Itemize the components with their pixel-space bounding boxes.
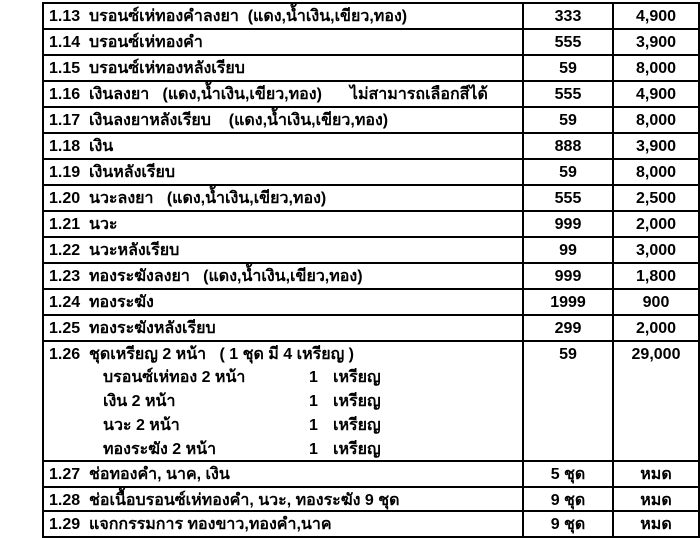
item-description: เงิน: [89, 138, 114, 155]
item-description: นวะหลังเรียบ: [89, 242, 180, 259]
price-cell: หมด: [612, 512, 698, 536]
description-cell: [44, 238, 522, 262]
quantity-cell: 99: [522, 238, 612, 262]
price-cell: 2,000: [612, 212, 698, 236]
table-row: [44, 512, 698, 538]
sub-item-line: [49, 414, 522, 438]
table-row: [44, 30, 698, 56]
item-main-line: [49, 161, 522, 184]
sub-item-name: ทองระฆัง 2 หน้า: [103, 441, 217, 458]
description-cell: [44, 462, 522, 486]
description-cell: [44, 316, 522, 340]
table-row: [44, 160, 698, 186]
description-cell: [44, 342, 522, 460]
item-main-line: [49, 291, 522, 314]
item-main-line: [49, 463, 522, 486]
quantity-cell: 59: [522, 56, 612, 80]
quantity-cell: 5 ชุด: [522, 462, 612, 486]
item-note: ไม่สามารถเลือกสีได้: [349, 86, 488, 103]
price-cell: 3,900: [612, 30, 698, 54]
description-cell: [44, 30, 522, 54]
item-number: 1.20: [49, 190, 81, 207]
item-main-line: [49, 83, 522, 106]
item-number: 1.24: [49, 294, 81, 311]
sub-item-count: 1: [309, 393, 318, 410]
item-description: เงินลงยาหลังเรียบ (แดง,น้ำเงิน,เขียว,ทอง): [89, 112, 389, 129]
item-main-line: [49, 213, 522, 236]
quantity-cell: 888: [522, 134, 612, 158]
item-number: 1.27: [49, 466, 81, 483]
item-description: ทองระฆังหลังเรียบ: [89, 320, 216, 337]
price-cell: หมด: [612, 488, 698, 510]
description-cell: [44, 290, 522, 314]
description-cell: [44, 134, 522, 158]
price-cell: 8,000: [612, 108, 698, 132]
item-description: ทองระฆัง: [89, 294, 154, 311]
description-cell: [44, 160, 522, 184]
item-main-line: [49, 31, 522, 54]
item-description: ทองระฆังลงยา (แดง,น้ำเงิน,เขียว,ทอง): [89, 268, 363, 285]
item-description: บรอนซ์เห่ทองคำ: [89, 34, 203, 51]
sub-item-count: 1: [309, 369, 318, 386]
item-number: 1.25: [49, 320, 81, 337]
item-number: 1.23: [49, 268, 81, 285]
item-main-line: [49, 343, 522, 366]
item-main-line: [49, 109, 522, 132]
price-cell: หมด: [612, 462, 698, 486]
item-number: 1.13: [49, 8, 81, 25]
description-cell: [44, 212, 522, 236]
sub-item-unit: เหรียญ: [333, 369, 381, 386]
item-main-line: [49, 513, 522, 536]
item-number: 1.26: [49, 346, 81, 363]
item-number: 1.21: [49, 216, 81, 233]
quantity-cell: 59: [522, 342, 612, 460]
price-cell: 4,900: [612, 82, 698, 106]
price-table: [42, 2, 700, 538]
description-cell: [44, 82, 522, 106]
sub-item-unit: เหรียญ: [333, 393, 381, 410]
table-row: [44, 316, 698, 342]
sub-item-line: [49, 366, 522, 390]
sub-item-line: [49, 438, 522, 462]
item-main-line: [49, 489, 522, 512]
quantity-cell: 59: [522, 160, 612, 184]
item-description: บรอนซ์เห่ทองคำลงยา (แดง,น้ำเงิน,เขียว,ทอง): [89, 8, 408, 25]
table-row: [44, 212, 698, 238]
table-row: [44, 134, 698, 160]
item-description: ช่อทองคำ, นาค, เงิน: [89, 466, 230, 483]
table-row: [44, 108, 698, 134]
description-cell: [44, 488, 522, 510]
item-number: 1.19: [49, 164, 81, 181]
item-number: 1.28: [49, 492, 81, 509]
item-main-line: [49, 265, 522, 288]
item-number: 1.29: [49, 516, 81, 533]
table-row: [44, 342, 698, 462]
quantity-cell: 333: [522, 4, 612, 28]
item-description: เงินหลังเรียบ: [89, 164, 175, 181]
price-cell: 2,000: [612, 316, 698, 340]
sub-item-count: 1: [309, 441, 318, 458]
table-row: [44, 82, 698, 108]
table-row: [44, 238, 698, 264]
price-cell: 2,500: [612, 186, 698, 210]
price-cell: 4,900: [612, 4, 698, 28]
item-description: เงินลงยา (แดง,น้ำเงิน,เขียว,ทอง): [89, 86, 322, 103]
price-cell: 8,000: [612, 56, 698, 80]
quantity-cell: 59: [522, 108, 612, 132]
quantity-cell: 1999: [522, 290, 612, 314]
description-cell: [44, 264, 522, 288]
sub-item-count: 1: [309, 417, 318, 434]
item-number: 1.16: [49, 86, 81, 103]
price-cell: 29,000: [612, 342, 698, 460]
sub-item-line: [49, 390, 522, 414]
price-cell: 3,000: [612, 238, 698, 262]
price-cell: 900: [612, 290, 698, 314]
quantity-cell: 9 ชุด: [522, 512, 612, 536]
quantity-cell: 555: [522, 30, 612, 54]
price-cell: 1,800: [612, 264, 698, 288]
table-row: [44, 462, 698, 488]
table-row: [44, 290, 698, 316]
quantity-cell: 999: [522, 264, 612, 288]
sub-item-name: นวะ 2 หน้า: [103, 417, 180, 434]
sub-item-name: เงิน 2 หน้า: [103, 393, 176, 410]
table-row: [44, 56, 698, 82]
table-row: [44, 4, 698, 30]
item-description: ช่อเนื้อบรอนซ์เห่ทองคำ, นวะ, ทองระฆัง 9 ชุด: [89, 492, 400, 509]
quantity-cell: 555: [522, 186, 612, 210]
sub-item-unit: เหรียญ: [333, 417, 381, 434]
description-cell: [44, 512, 522, 536]
item-main-line: [49, 187, 522, 210]
table-row: [44, 186, 698, 212]
item-main-line: [49, 317, 522, 340]
price-cell: 8,000: [612, 160, 698, 184]
item-main-line: [49, 57, 522, 80]
item-description: ชุดเหรียญ 2 หน้า ( 1 ชุด มี 4 เหรียญ ): [89, 346, 354, 363]
quantity-cell: 299: [522, 316, 612, 340]
description-cell: [44, 186, 522, 210]
item-number: 1.17: [49, 112, 81, 129]
item-main-line: [49, 135, 522, 158]
item-number: 1.22: [49, 242, 81, 259]
quantity-cell: 555: [522, 82, 612, 106]
item-number: 1.15: [49, 60, 81, 77]
description-cell: [44, 56, 522, 80]
sub-item-unit: เหรียญ: [333, 441, 381, 458]
item-description: บรอนซ์เห่ทองหลังเรียบ: [89, 60, 245, 77]
item-main-line: [49, 239, 522, 262]
item-number: 1.18: [49, 138, 81, 155]
item-description: นวะ: [89, 216, 118, 233]
item-number: 1.14: [49, 34, 81, 51]
table-row: [44, 264, 698, 290]
quantity-cell: 9 ชุด: [522, 488, 612, 510]
description-cell: [44, 108, 522, 132]
sub-item-name: บรอนซ์เห่ทอง 2 หน้า: [103, 369, 246, 386]
price-cell: 3,900: [612, 134, 698, 158]
item-description: แจกกรรมการ ทองขาว,ทองคำ,นาค: [89, 516, 332, 533]
quantity-cell: 999: [522, 212, 612, 236]
item-main-line: [49, 5, 522, 28]
description-cell: [44, 4, 522, 28]
item-description: นวะลงยา (แดง,น้ำเงิน,เขียว,ทอง): [89, 190, 327, 207]
table-row: [44, 488, 698, 512]
